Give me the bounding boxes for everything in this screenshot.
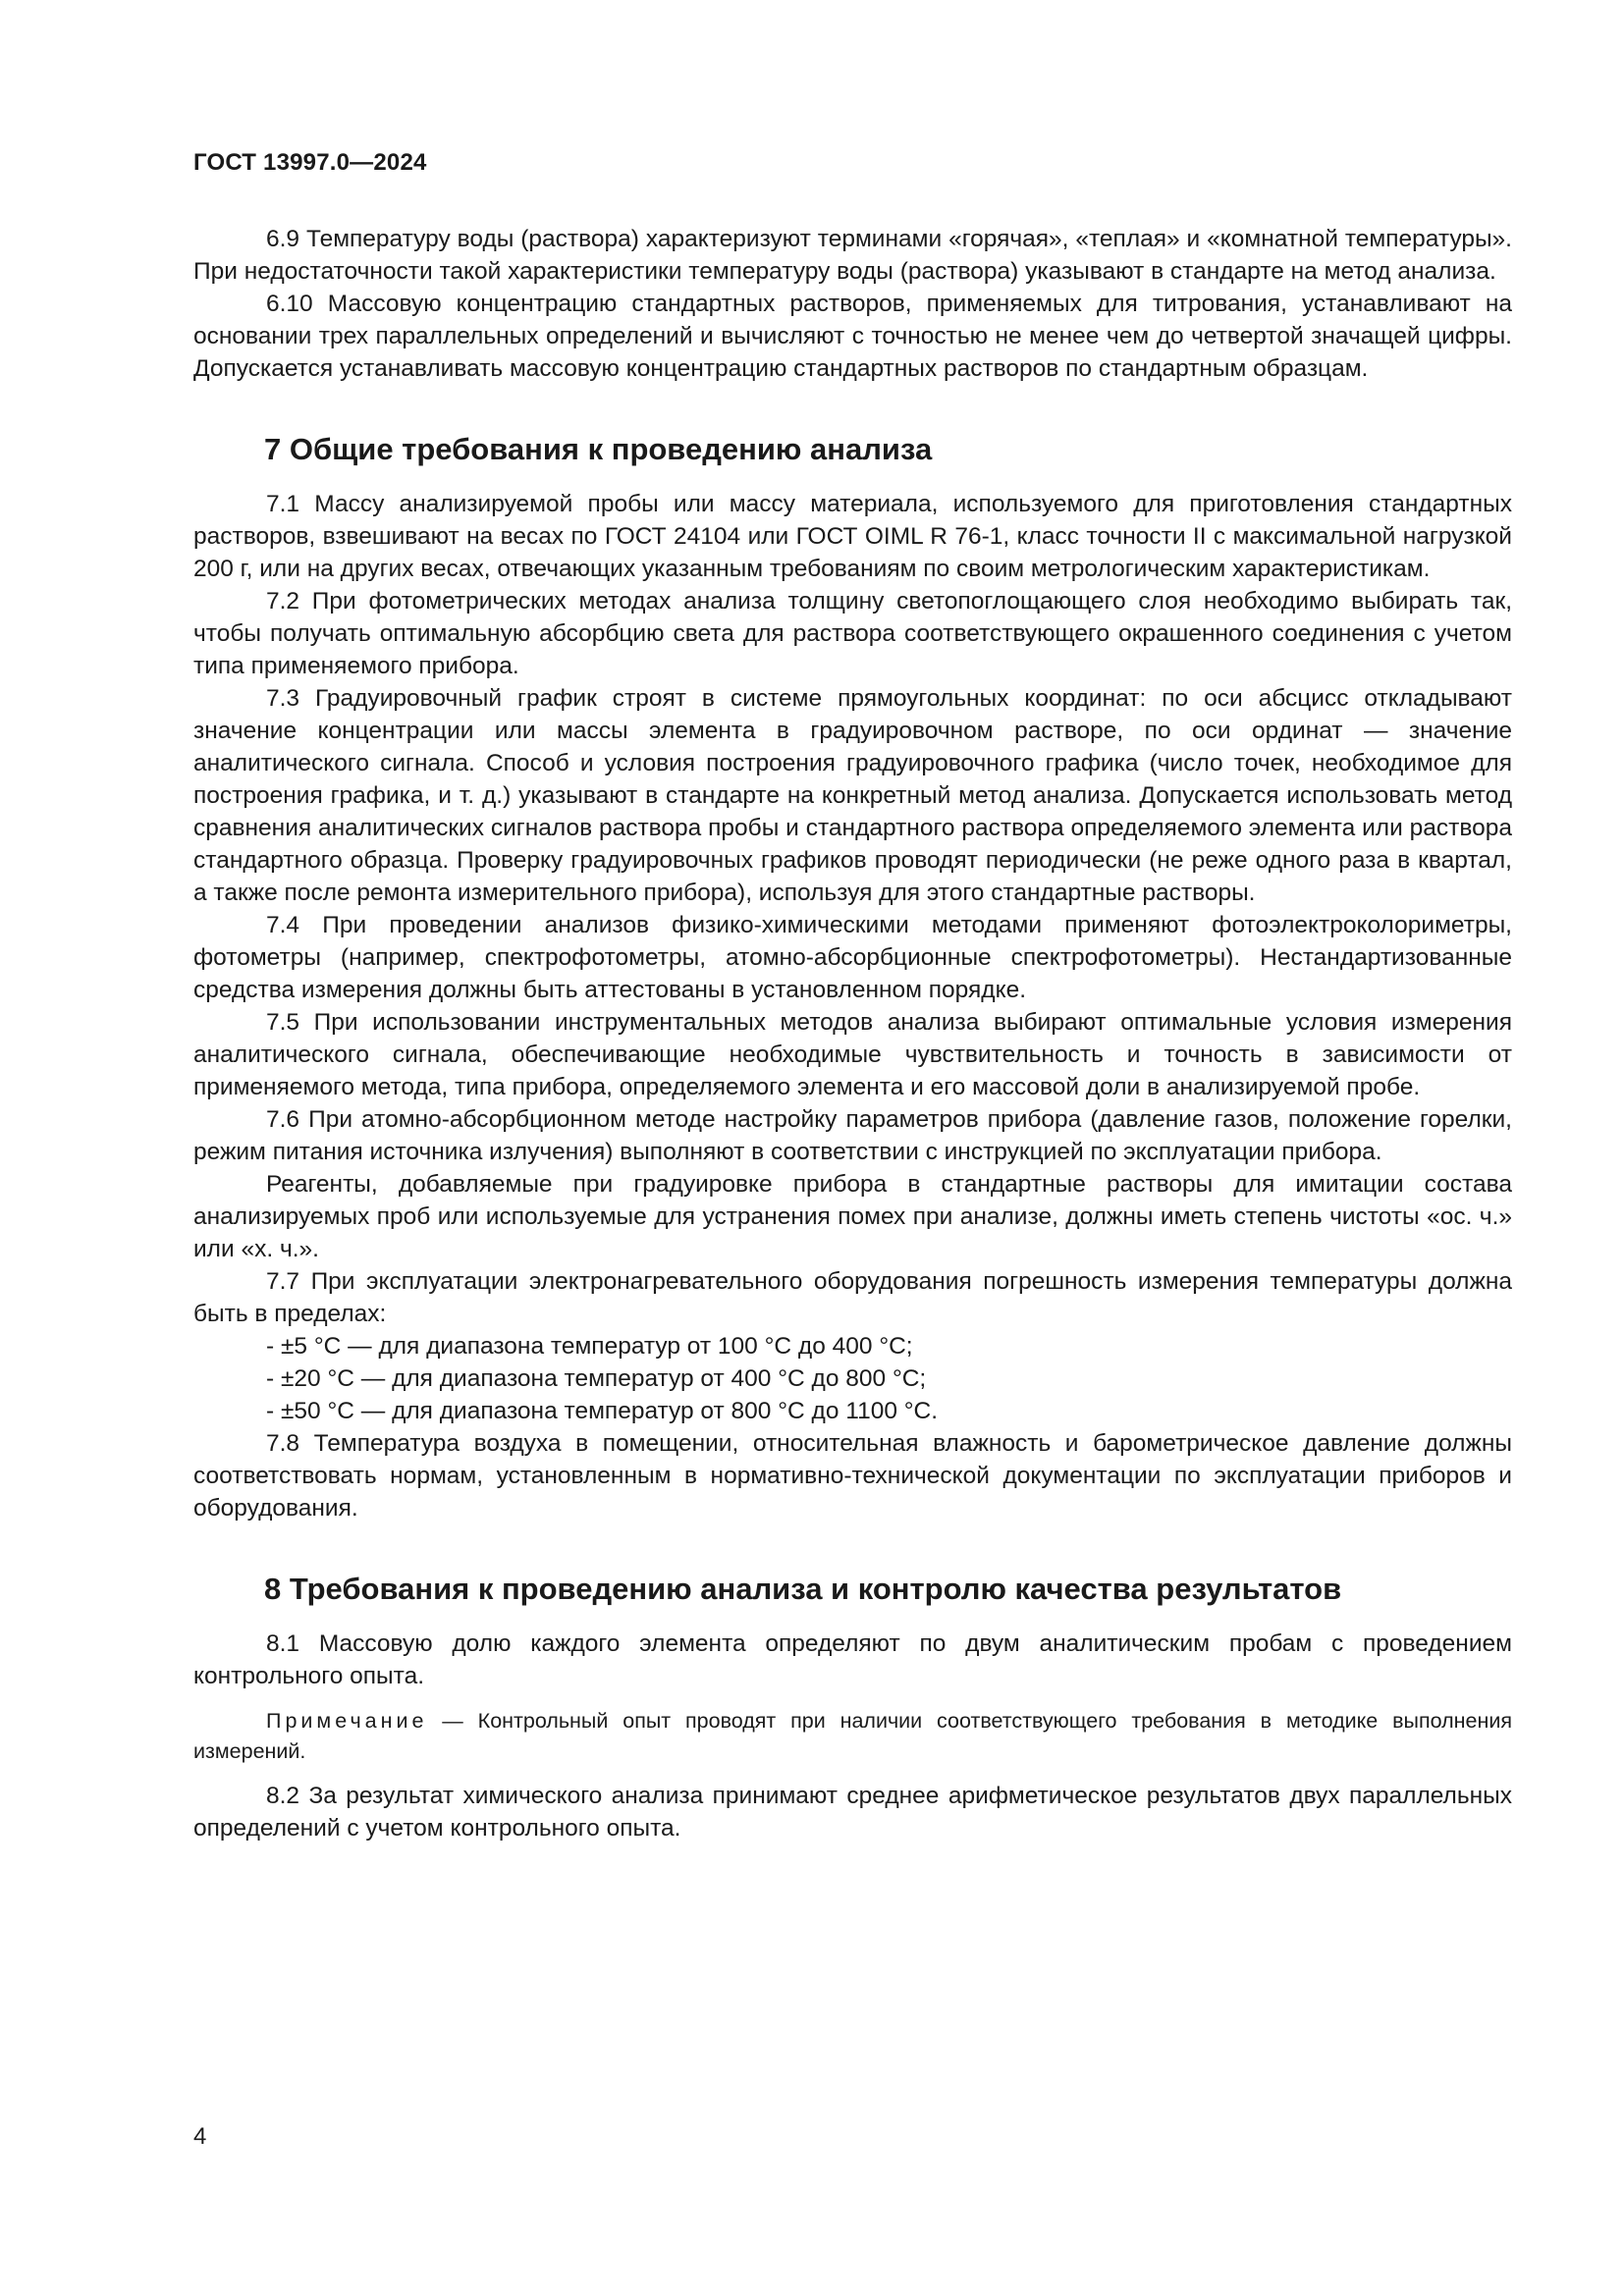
paragraph-6-9: 6.9 Температуру воды (раствора) характеризуют терминами «горячая», «теплая» и «комнатной температуры». При недостаточности такой характеристики температуру воды (раствора) указывают в стандарте на метод анализа. [193,226,1512,285]
paragraph-7-5: 7.5 При использовании инструментальных методов анализа выбирают оптимальные условия измерения аналитического сигнала, обеспечивающие необходимые чувствительность и точность в зависимости от применяемого метода, типа прибора, определяемого элемента и его массовой доли в анализируемой пробе. [193,1009,1512,1100]
paragraph-7-4: 7.4 При проведении анализов физико-химическими методами применяют фотоэлектроколориметры, фотометры (например, спектрофотометры, атомно-абсорбционные спектрофотометры). Нестандартизованные средства измерения должны быть аттестованы в установленном порядке. [193,912,1512,1003]
paragraph-8-1: 8.1 Массовую долю каждого элемента определяют по двум аналитическим пробам с проведением контрольного опыта. [193,1630,1512,1689]
paragraph-7-6: 7.6 При атомно-абсорбционном методе настройку параметров прибора (давление газов, положение горелки, режим питания источника излучения) выполняют в соответствии с инструкцией по эксплуатации прибора. [193,1106,1512,1165]
standard-code-header: ГОСТ 13997.0—2024 [193,149,427,176]
page-number: 4 [193,2123,207,2150]
temperature-range-item: - ±50 °С — для диапазона температур от 800 °С до 1100 °С. [266,1398,939,1424]
paragraph-7-2: 7.2 При фотометрических методах анализа толщину светопоглощающего слоя необходимо выбирать так, чтобы получать оптимальную абсорбцию света для раствора соответствующего окрашенного соединения с учетом типа применяемого прибора. [193,588,1512,679]
document-body [193,223,1512,1844]
note [193,1706,1512,1767]
paragraph-6-10: 6.10 Массовую концентрацию стандартных растворов, применяемых для титрования, устанавливают на основании трех параллельных определений и вычисляют с точностью не менее чем до четвертой значащей цифры. Допускается устанавливать массовую концентрацию стандартных растворов по стандартным образцам. [193,291,1512,382]
paragraph-7-6-reagents: Реагенты, добавляемые при градуировке прибора в стандартные растворы для имитации состава анализируемых проб или используемые для устранения помех при анализе, должны иметь степень чистоты «ос. ч.» или «х. ч.». [193,1171,1512,1262]
paragraph-8-2: 8.2 За результат химического анализа принимают среднее арифметическое результатов двух параллельных определений с учетом контрольного опыта. [193,1783,1512,1842]
paragraph-7-7: 7.7 При эксплуатации электронагревательного оборудования погрешность измерения температуры должна быть в пределах: [193,1268,1512,1327]
paragraph-7-1: 7.1 Массу анализируемой пробы или массу материала, используемого для приготовления стандартных растворов, взвешивают на весах по ГОСТ 24104 или ГОСТ OIML R 76-1, класс точности II с максимальной нагрузкой 200 г, или на других весах, отвечающих указанным требованиям по своим метрологическим характеристикам. [193,491,1512,582]
note-text: — Контрольный опыт проводят при наличии соответствующего требования в методике выполнения измерений. [193,1709,1512,1763]
paragraph-7-8: 7.8 Температура воздуха в помещении, относительная влажность и барометрическое давление должны соответствовать нормам, установленным в нормативно-технической документации по эксплуатации приборов и оборудования. [193,1430,1512,1522]
note-label: Примечание [266,1709,428,1733]
section-8-heading: 8 Требования к проведению анализа и контролю качества результатов [264,1572,1342,1606]
paragraph-7-3: 7.3 Градуировочный график строят в системе прямоугольных координат: по оси абсцисс откладывают значение концентрации или массы элемента в градуировочном растворе, по оси ординат — значение аналитического сигнала. Способ и условия построения градуировочного графика (число точек, необходимое для построения графика, и т. д.) указывают в стандарте на конкретный метод анализа. Допускается использовать метод сравнения аналитических сигналов раствора пробы и стандартного раствора определяемого элемента или раствора стандартного образца. Проверку градуировочных графиков проводят периодически (не реже одного раза в квартал, а также после ремонта измерительного прибора), используя для этого стандартные растворы. [193,685,1512,906]
temperature-range-item: - ±5 °С — для диапазона температур от 100 °С до 400 °С; [266,1333,913,1360]
temperature-range-item: - ±20 °С — для диапазона температур от 400 °С до 800 °С; [266,1365,927,1392]
section-7-heading: 7 Общие требования к проведению анализа [264,432,933,466]
